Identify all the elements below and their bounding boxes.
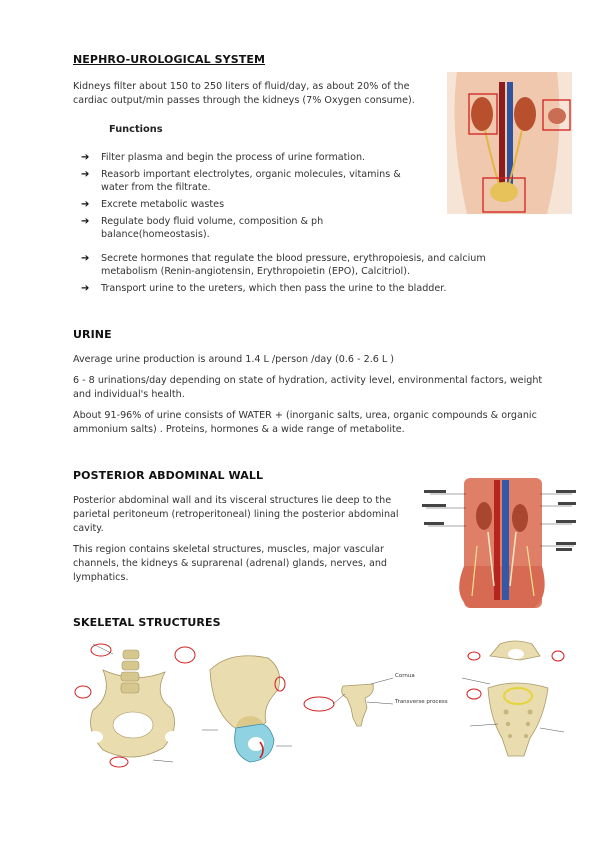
urinary-system-illustration bbox=[447, 72, 572, 214]
list-item: ➔ Secrete hormones that regulate the blood pressure, erythropoiesis, and calcium metabolism (Renin-angiotensin, Erythropoietin (EPO), Calcitriol). bbox=[81, 253, 486, 277]
urine-paragraph-1: Average urine production is around 1.4 L /person /day (0.6 - 2.6 L ) bbox=[73, 354, 395, 365]
nephro-intro-paragraph: Kidneys filter about 150 to 250 liters of fluid/day, as about 20% of the cardiac output/min passes through the kidneys (7% Oxygen consume). bbox=[73, 81, 415, 106]
coccyx-cornua-label: Cornua bbox=[395, 673, 415, 679]
urine-paragraph-3: About 91-96% of urine consists of WATER + (inorganic salts, urea, organic compounds & organic ammonium salts) . Proteins, hormones & a wide range of metabolite. bbox=[73, 410, 537, 435]
posterior-section-title: POSTERIOR ABDOMINAL WALL bbox=[73, 469, 264, 482]
functions-list bbox=[73, 151, 443, 245]
arrow-right-icon: ➔ bbox=[81, 199, 90, 210]
list-item: ➔ Reasorb important electrolytes, organic molecules, vitamins & water from the filtrate. bbox=[81, 169, 401, 193]
list-item: ➔ Transport urine to the ureters, which then pass the urine to the bladder. bbox=[81, 283, 447, 294]
posterior-paragraph-1: Posterior abdominal wall and its visceral structures lie deep to the parietal peritoneum (retroperitoneal) lining the posterior abdominal cavity. bbox=[73, 495, 399, 534]
pelvis-illustration bbox=[73, 640, 198, 770]
hip-bone-illustration bbox=[200, 650, 300, 770]
sacrum-illustration bbox=[460, 638, 570, 773]
arrow-right-icon: ➔ bbox=[81, 216, 90, 227]
list-item: ➔ Regulate body fluid volume, composition & ph balance(homeostasis). bbox=[81, 216, 324, 240]
nephro-section-title: NEPHRO-UROLOGICAL SYSTEM bbox=[73, 53, 266, 66]
functions-subheading: Functions bbox=[109, 124, 163, 135]
arrow-right-icon: ➔ bbox=[81, 253, 90, 264]
urine-paragraph-2: 6 - 8 urinations/day depending on state of hydration, activity level, environmental factors, weight and individual's health. bbox=[73, 375, 543, 400]
functions-list-wide bbox=[73, 252, 533, 299]
urine-section-title: URINE bbox=[73, 328, 112, 341]
list-item: ➔ Excrete metabolic wastes bbox=[81, 199, 225, 210]
arrow-right-icon: ➔ bbox=[81, 283, 90, 294]
posterior-paragraph-2: This region contains skeletal structures, muscles, major vascular channels, the kidneys & suprarenal (adrenal) glands, nerves, and lymphatics. bbox=[73, 544, 388, 583]
posterior-abdominal-wall-illustration bbox=[422, 476, 582, 610]
arrow-right-icon: ➔ bbox=[81, 169, 90, 180]
arrow-right-icon: ➔ bbox=[81, 152, 90, 163]
list-item: ➔ Filter plasma and begin the process of urine formation. bbox=[81, 152, 366, 163]
coccyx-illustration bbox=[303, 674, 448, 736]
coccyx-transverse-label: Transverse process bbox=[395, 699, 448, 705]
skeletal-section-title: SKELETAL STRUCTURES bbox=[73, 616, 221, 629]
